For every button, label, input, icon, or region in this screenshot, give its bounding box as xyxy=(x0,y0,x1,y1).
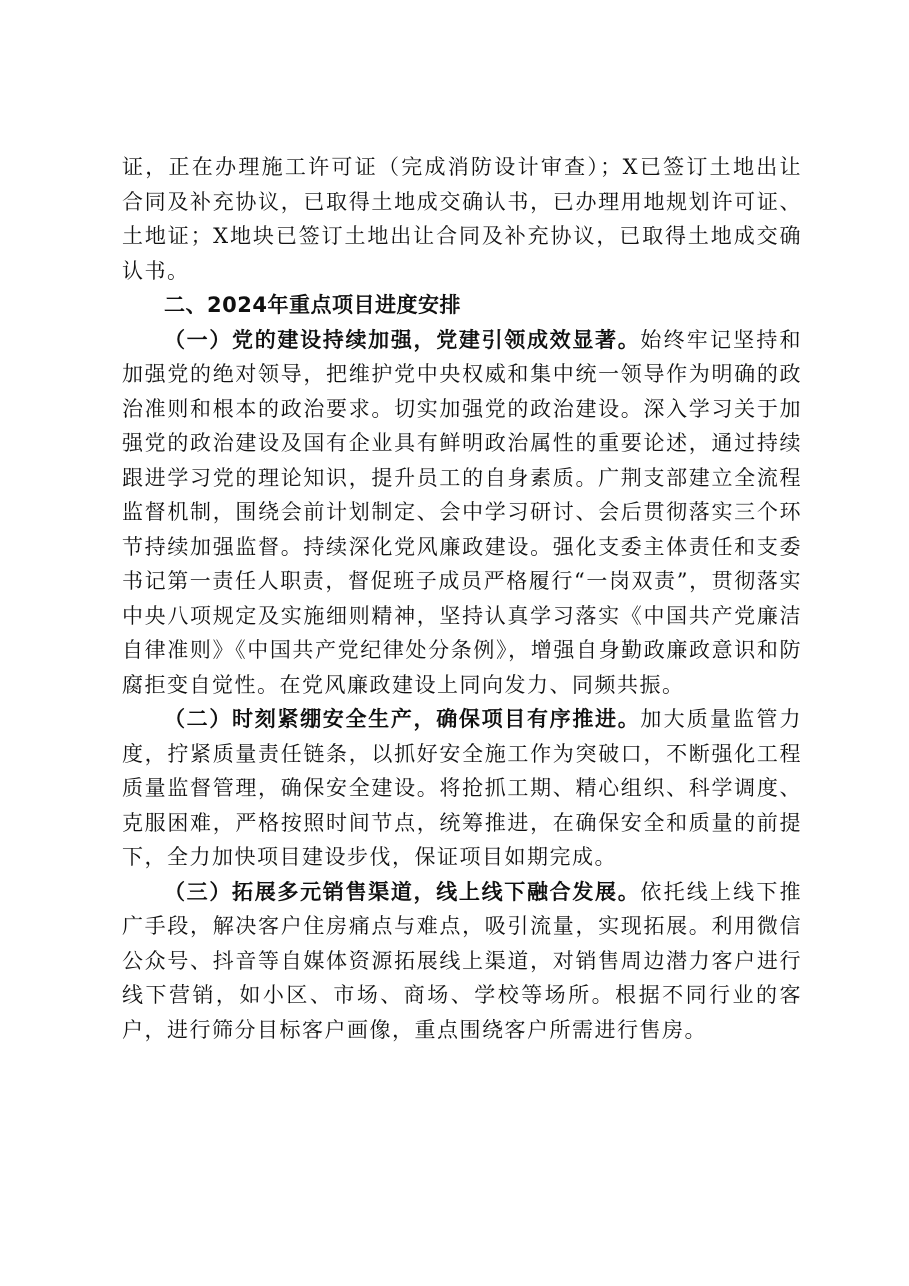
paragraph-lead: （一）党的建设持续加强，党建引领成效显著。 xyxy=(164,327,641,352)
paragraph-party-building xyxy=(122,323,802,703)
paragraph-project-status xyxy=(122,150,802,288)
paragraph-safety-production xyxy=(122,702,802,875)
document-body xyxy=(122,150,802,1047)
paragraph-lead: （三）拓展多元销售渠道，线上线下融合发展。 xyxy=(164,879,641,904)
paragraph-sales-channels xyxy=(122,875,802,1048)
paragraph-text: 始终牢记坚持和加强党的绝对领导，把维护党中央权威和集中统一领导作为明确的政治准则和根本的政治要求。切实加强党的政治建设。深入学习关于加强党的政治建设及国有企业具有鲜明政治属性的重要论述，通过持续跟进学习党的理论知识，提升员工的自身素质。广荆支部建立全流程监督机制，围绕会前计划制定、会中学习研讨、会后贯彻落实三个环节持续加强监督。持续深化党风廉政建设。强化支委主体责任和支委书记第一责任人职责，督促班子成员严格履行“一岗双责”，贯彻落实中央八项规定及实施细则精神，坚持认真学习落实《中国共产党廉洁自律准则》《中国共产党纪律处分条例》，增强自身勤政廉政意识和防腐拒变自觉性。在党风廉政建设上同向发力、同频共振。 xyxy=(122,327,803,697)
paragraph-text: 加大质量监管力度，拧紧质量责任链条，以抓好安全施工作为突破口，不断强化工程质量监督管理，确保安全建设。将抢抓工期、精心组织、科学调度、克服困难，严格按照时间节点，统筹推进，在确保安全和质量的前提下，全力加快项目建设步伐，保证项目如期完成。 xyxy=(122,707,803,869)
section-heading xyxy=(122,288,802,323)
paragraph-text: 证，正在办理施工许可证（完成消防设计审查）；X已签订土地出让合同及补充协议，已取得土地成交确认书，已办理用地规划许可证、土地证；X地块已签订土地出让合同及补充协议，已取得土地成交确认书。 xyxy=(122,155,802,283)
paragraph-lead: （二）时刻紧绷安全生产，确保项目有序推进。 xyxy=(164,707,641,731)
paragraph-text: 依托线上线下推广手段，解决客户住房痛点与难点，吸引流量，实现拓展。利用微信公众号、抖音等自媒体资源拓展线上渠道，对销售周边潜力客户进行线下营销，如小区、市场、商场、学校等场所。根据不同行业的客户，进行筛分目标客户画像，重点围绕客户所需进行售房。 xyxy=(122,879,803,1042)
section-heading-text: 二、2024年重点项目进度安排 xyxy=(164,293,461,317)
